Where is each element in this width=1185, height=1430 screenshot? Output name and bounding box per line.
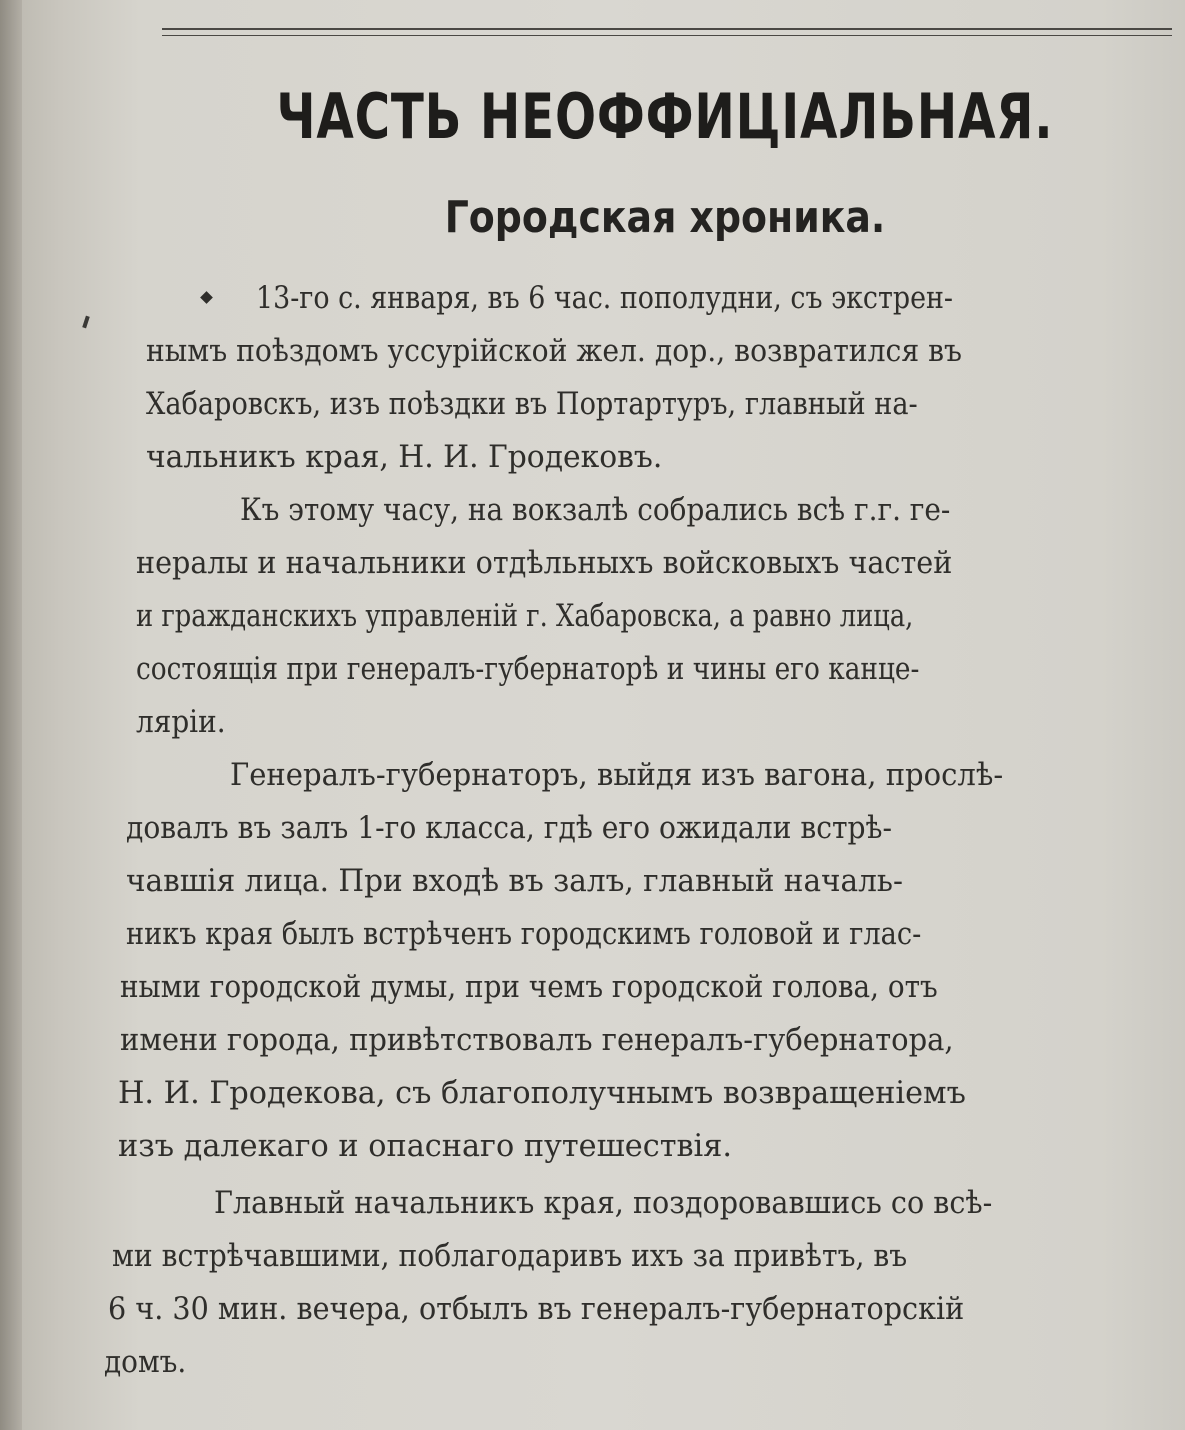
text-line: Къ этому часу, на вокзалѣ собрались всѣ г.г. ге- [240, 492, 951, 528]
text-line: ными городской думы, при чемъ городской голова, отъ [120, 969, 938, 1005]
text-line: Главный начальникъ края, поздоровавшись со всѣ- [214, 1185, 993, 1221]
section-title: ЧАСТЬ НЕОФФИЦІАЛЬНАЯ. [276, 80, 1054, 153]
text-line: ми встрѣчавшими, поблагодаривъ ихъ за привѣтъ, въ [112, 1238, 908, 1274]
bullet-diamond-icon [200, 291, 213, 304]
top-rule-thin [162, 35, 1172, 36]
text-line: нералы и начальники отдѣльныхъ войсковыхъ частей [136, 545, 953, 581]
column-title: Городская хроника. [444, 192, 886, 243]
text-line: 6 ч. 30 мин. вечера, отбылъ въ генералъ-губернаторскій [108, 1291, 965, 1327]
text-line: Н. И. Гродекова, съ благополучнымъ возвращеніемъ [118, 1075, 966, 1111]
text-line: состоящія при генералъ-губернаторѣ и чины его канце- [136, 651, 920, 687]
ink-mark [82, 316, 90, 329]
text-line: Генералъ-губернаторъ, выйдя изъ вагона, прослѣ- [230, 757, 1004, 793]
text-line: довалъ въ залъ 1-го класса, гдѣ его ожидали встрѣ- [126, 810, 893, 846]
text-line: изъ далекаго и опаснаго путешествія. [118, 1128, 733, 1164]
text-line: ляріи. [136, 704, 226, 740]
text-line: чавшія лица. При входѣ въ залъ, главный началь- [126, 863, 903, 899]
book-spine-shadow [0, 0, 22, 1430]
text-line: никъ края былъ встрѣченъ городскимъ головой и глас- [126, 916, 922, 952]
text-line: 13-го с. января, въ 6 час. пополудни, съ экстрен- [256, 280, 953, 316]
top-rule [162, 28, 1172, 30]
text-line: и гражданскихъ управленій г. Хабаровска, а равно лица, [136, 598, 914, 634]
text-line: нымъ поѣздомъ уссурійской жел. дор., возвратился въ [146, 333, 962, 369]
text-line: домъ. [104, 1344, 187, 1380]
text-line: имени города, привѣтствовалъ генералъ-губернатора, [120, 1022, 954, 1058]
text-line: чальникъ края, Н. И. Гродековъ. [146, 439, 663, 475]
text-line: Хабаровскъ, изъ поѣздки въ Портартуръ, главный на- [146, 386, 918, 422]
